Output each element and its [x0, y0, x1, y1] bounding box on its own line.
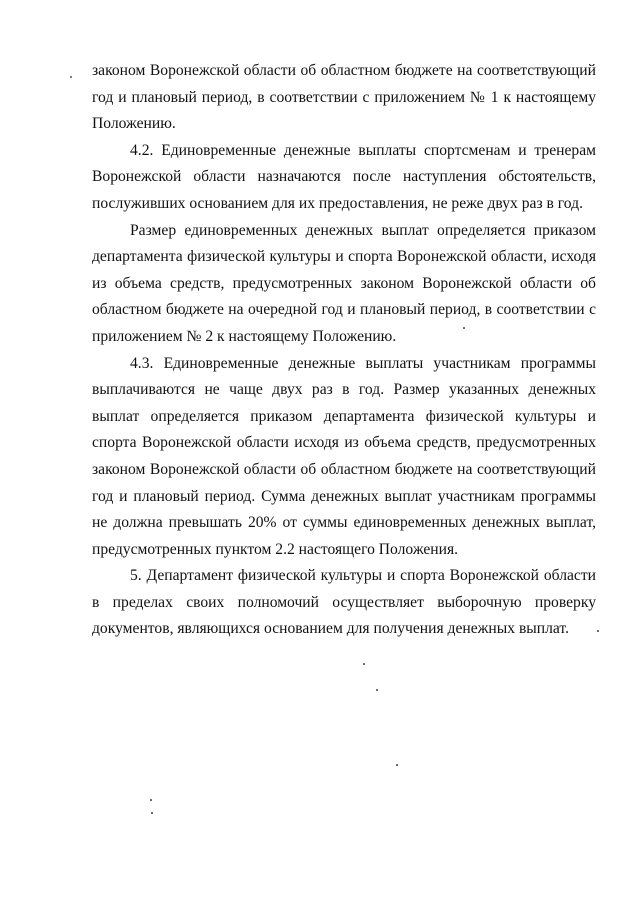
scan-speck — [597, 630, 599, 632]
paragraph-continuation: законом Воронежской области об областном бюджете на соответствующий год и плановый период, в соответствии с приложением № 1 к настоящему Положению. — [92, 62, 596, 133]
paragraph-5: 5. Департамент физической культуры и спорта Воронежской области в пределах своих полномочий осуществляет выборочную проверку документов, являющихся основанием для получения денежных выплат. — [92, 567, 596, 638]
scan-speck — [70, 76, 72, 78]
document-body — [92, 58, 596, 643]
scan-speck — [376, 689, 378, 691]
scan-speck — [150, 799, 152, 801]
paragraph-payment-amount: Размер единовременных денежных выплат определяется приказом департамента физической культуры и спорта Воронежской области, исходя из объема средств, предусмотренных законом Воронежской области об областном бюджете на очередной год и плановый период, в соответствии с приложением № 2 к настоящему Положению. — [92, 221, 596, 345]
scan-speck — [463, 327, 465, 329]
paragraph-4-2: 4.2. Единовременные денежные выплаты спортсменам и тренерам Воронежской области назначаются после наступления обстоятельств, послуживших основанием для их предоставления, не реже двух раз в год. — [92, 141, 596, 212]
scan-speck — [151, 812, 153, 814]
scan-speck — [363, 663, 365, 665]
paragraph-4-3: 4.3. Единовременные денежные выплаты участникам программы выплачиваются не чаще двух раз в год. Размер указанных денежных выплат определяется приказом департамента физической культуры и спорта Воронежской области исходя из объема средств, предусмотренных законом Воронежской области об областном бюджете на соответствующий год и плановый период. Сумма денежных выплат участникам программы не должна превышать 20% от суммы единовременных денежных выплат, предусмотренных пунктом 2.2 настоящего Положения. — [92, 354, 596, 558]
scan-speck — [396, 764, 398, 766]
